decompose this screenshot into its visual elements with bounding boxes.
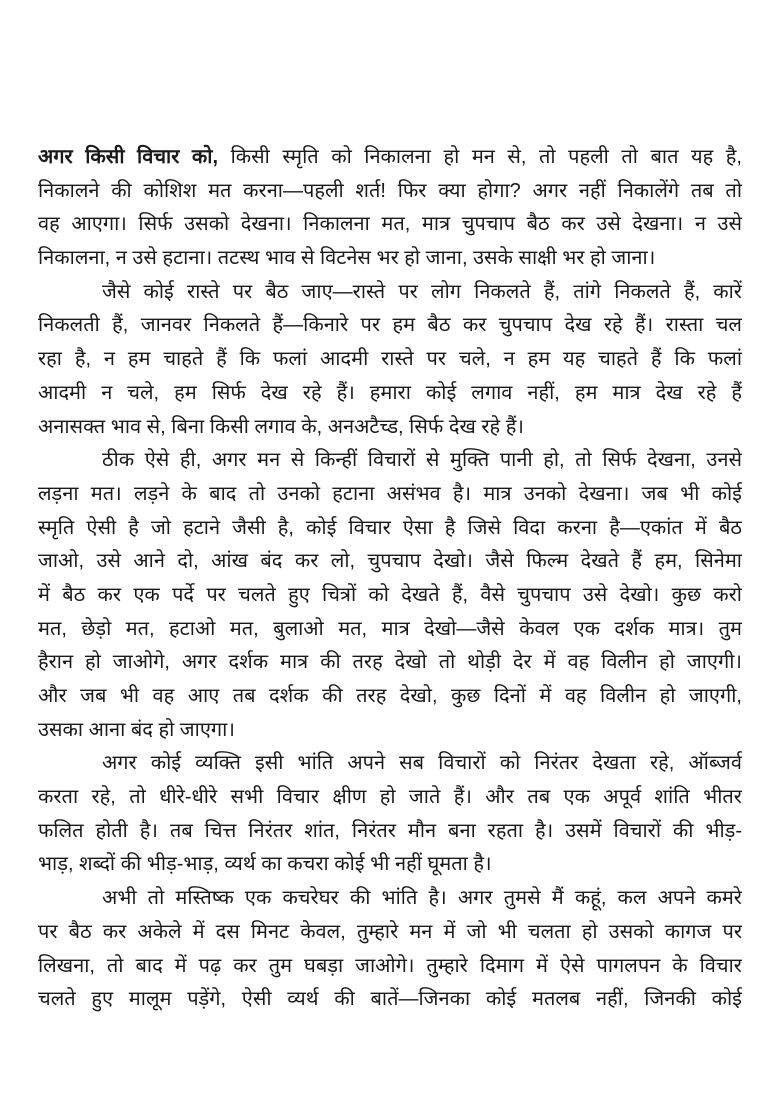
text-line: जाओ, उसे आने दो, आंख बंद कर लो, चुपचाप देखो। जैसे फिल्म देखते हैं हम, सिनेमा bbox=[38, 550, 742, 573]
paragraph bbox=[38, 444, 742, 747]
text-line bbox=[38, 141, 742, 175]
text-line: अगर कोई व्यक्ति इसी भांति अपने सब विचारों को निरंतर देखता रहे, ऑब्जर्व bbox=[102, 752, 742, 775]
text-line: करता रहे, तो धीरे-धीरे सभी विचार क्षीण हो जाते हैं। और तब एक अपूर्व शांति भीतर bbox=[38, 786, 742, 809]
text-line: वह आएगा। सिर्फ उसको देखना। निकालना मत, मात्र चुपचाप बैठ कर उसे देखना। न उसे bbox=[38, 213, 742, 236]
text-line: हैरान हो जाओगे, अगर दर्शक मात्र की तरह देखो तो थोड़ी देर में वह विलीन हो जाएगी। bbox=[38, 651, 742, 674]
text-line: निकालने की कोशिश मत करना—पहली शर्त! फिर क्या होगा? अगर नहीं निकालेंगे तब तो bbox=[38, 179, 742, 202]
text-line: जैसे कोई रास्ते पर बैठ जाए—रास्ते पर लोग निकलते हैं, तांगे निकलते हैं, कारें bbox=[102, 280, 742, 303]
text-line: रहा है, न हम चाहते हैं कि फलां आदमी रास्ते पर चले, न हम यह चाहते हैं कि फलां bbox=[38, 348, 742, 371]
document-page bbox=[38, 141, 742, 1017]
line-text: किसी स्मृति को निकालना हो मन से, तो पहली तो बात यह है, bbox=[218, 146, 742, 168]
text-line: और जब भी वह आए तब दर्शक की तरह देखो, कुछ दिनों में वह विलीन हो जाएगी, bbox=[38, 685, 742, 707]
text-line: चलते हुए मालूम पड़ेंगे, ऐसी व्यर्थ की बातें—जिनका कोई मतलब नहीं, जिनकी कोई bbox=[38, 988, 742, 1011]
text-line: पर बैठ कर अकेले में दस मिनट केवल, तुम्हारे मन में जो भी चलता हो उसको कागज पर bbox=[38, 920, 742, 943]
paragraph bbox=[38, 276, 742, 444]
text-line: उसका आना बंद हो जाएगा। bbox=[38, 718, 235, 741]
text-line: लिखना, तो बाद में पढ़ कर तुम घबड़ा जाओगे। तुम्हारे दिमाग में ऐसे पागलपन के विचार bbox=[38, 954, 742, 977]
text-line: अनासक्त भाव से, बिना किसी लगाव के, अनअटैच्ड, सिर्फ देख रहे हैं। bbox=[38, 415, 524, 438]
paragraph bbox=[38, 141, 742, 276]
text-line: ठीक ऐसे ही, अगर मन से किन्हीं विचारों से मुक्ति पानी हो, तो सिर्फ देखना, उनसे bbox=[102, 449, 742, 472]
text-line: स्मृति ऐसी है जो हटाने जैसी है, कोई विचार ऐसा है जिसे विदा करना है—एकांत में बैठ bbox=[38, 516, 742, 539]
paragraph bbox=[38, 747, 742, 882]
text-line: लड़ना मत। लड़ने के बाद तो उनको हटाना असंभव है। मात्र उनको देखना। जब भी कोई bbox=[38, 482, 742, 505]
text-line: भाड़, शब्दों की भीड़-भाड़, व्यर्थ का कचरा कोई भी नहीं घूमता है। bbox=[38, 853, 492, 876]
text-line: आदमी न चले, हम सिर्फ देख रहे हैं। हमारा कोई लगाव नहीं, हम मात्र देख रहे हैं bbox=[38, 381, 742, 404]
text-line: निकलती हैं, जानवर निकलते हैं—किनारे पर हम बैठ कर चुपचाप देख रहे हैं। रास्ता चल bbox=[38, 314, 742, 337]
lead-bold-text: अगर किसी विचार को, bbox=[38, 146, 219, 168]
text-line: निकालना, न उसे हटाना। तटस्थ भाव से विटनेस भर हो जाना, उसके साक्षी भर हो जाना। bbox=[38, 247, 656, 270]
paragraph bbox=[38, 882, 742, 1017]
text-line: मत, छेड़ो मत, हटाओ मत, बुलाओ मत, मात्र देखो—जैसे केवल एक दर्शक मात्र। तुम bbox=[38, 617, 742, 640]
text-line: फलित होती है। तब चित्त निरंतर शांत, निरंतर मौन बना रहता है। उसमें विचारों की भीड़- bbox=[38, 819, 742, 842]
text-line: में बैठ कर एक पर्दे पर चलते हुए चित्रों को देखते हैं, वैसे चुपचाप उसे देखो। कुछ करो bbox=[38, 583, 742, 606]
text-line: अभी तो मस्तिष्क एक कचरेघर की भांति है। अगर तुमसे मैं कहूं, कल अपने कमरे bbox=[102, 887, 742, 910]
